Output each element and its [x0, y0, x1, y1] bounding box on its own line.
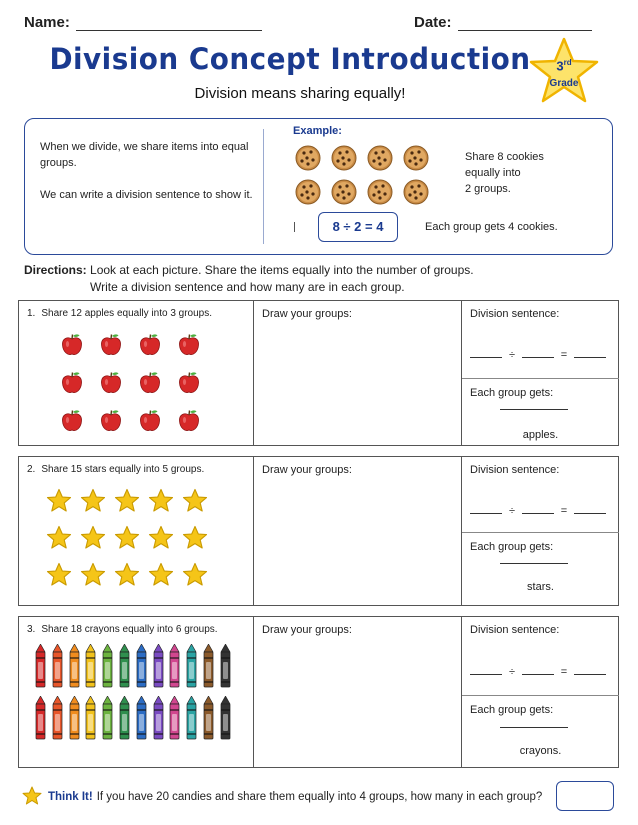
- each-group-label: Each group gets:: [470, 387, 554, 399]
- divide-sign: ÷: [508, 505, 516, 517]
- crayon-icon: [35, 644, 46, 688]
- star-icon: [148, 562, 174, 588]
- star-icon: [46, 488, 72, 514]
- each-group-label: Each group gets:: [470, 704, 554, 716]
- example-desc-line: Share 8 cookies: [465, 151, 544, 163]
- problem-3-items: [19, 617, 254, 767]
- apple-icon: [178, 409, 200, 433]
- think-it-answer-box[interactable]: [556, 781, 614, 811]
- directions-line-1: Look at each picture. Share the items equally into the number of groups.: [90, 263, 474, 277]
- crayon-icon: [220, 644, 231, 688]
- apple-icon: [178, 371, 200, 395]
- quotient-blank[interactable]: [574, 348, 606, 358]
- grade-word: Grade: [549, 78, 579, 89]
- problem-2-draw-area[interactable]: [254, 457, 462, 605]
- think-it-star-icon: [22, 786, 42, 806]
- cookie-icon: [295, 145, 321, 171]
- cookie-icon: [367, 179, 393, 205]
- cookie-grid: [295, 145, 435, 207]
- draw-groups-label: Draw your groups:: [262, 308, 352, 320]
- each-group-unit: stars.: [527, 581, 554, 593]
- crayon-icon: [85, 644, 96, 688]
- directions-line-2: Write a division sentence and how many are in each group.: [90, 280, 405, 294]
- division-sentence-label: Division sentence:: [470, 308, 560, 320]
- example-equation: 8 ÷ 2 = 4: [318, 212, 398, 242]
- problem-2-answers: [462, 457, 619, 605]
- crayon-icon: [35, 696, 46, 740]
- grade-badge: [528, 36, 600, 106]
- crayon-icon: [69, 696, 80, 740]
- cookie-icon: [331, 145, 357, 171]
- apple-icon: [139, 371, 161, 395]
- equals-sign: =: [560, 349, 568, 361]
- answer-divider: [462, 532, 619, 533]
- answer-divider: [462, 695, 619, 696]
- directions-label: Directions:: [24, 263, 87, 277]
- each-group-label: Each group gets:: [470, 541, 554, 553]
- date-field[interactable]: [414, 14, 592, 31]
- answer-divider: [462, 378, 619, 379]
- problem-1: [18, 300, 619, 446]
- star-icon: [182, 562, 208, 588]
- example-result: Each group gets 4 cookies.: [425, 221, 558, 233]
- crayon-icon: [220, 696, 231, 740]
- think-it-question: [48, 791, 542, 803]
- page-subtitle: Division means sharing equally!: [194, 85, 406, 102]
- problem-3-answers: [462, 617, 619, 767]
- crayon-icon: [203, 696, 214, 740]
- problem-1-draw-area[interactable]: [254, 301, 462, 445]
- star-icon: [80, 488, 106, 514]
- intro-box: [24, 118, 613, 255]
- dividend-blank[interactable]: [470, 665, 502, 675]
- star-icon: [114, 562, 140, 588]
- cookie-icon: [331, 179, 357, 205]
- apple-icon: [139, 409, 161, 433]
- intro-divider: [263, 129, 264, 244]
- each-group-unit: apples.: [522, 429, 559, 441]
- problem-1-answers: [462, 301, 619, 445]
- dividend-blank[interactable]: [470, 504, 502, 514]
- division-sentence-label: Division sentence:: [470, 624, 560, 636]
- equals-sign: =: [560, 505, 568, 517]
- star-icon: [46, 562, 72, 588]
- each-group-blank[interactable]: [500, 409, 568, 410]
- apple-icon: [100, 371, 122, 395]
- problem-3-prompt: 3. Share 18 crayons equally into 6 groups.: [27, 624, 218, 635]
- think-it-label: Think It!: [48, 791, 93, 803]
- apple-icon: [100, 333, 122, 357]
- divide-sign: ÷: [508, 349, 516, 361]
- example-label: Example:: [293, 125, 342, 137]
- problem-3: [18, 616, 619, 768]
- crayon-icon: [169, 696, 180, 740]
- division-sentence-blanks[interactable]: [470, 504, 606, 517]
- crayon-icon: [186, 644, 197, 688]
- problem-2-items: [19, 457, 254, 605]
- name-label: Name:: [24, 14, 70, 31]
- quotient-blank[interactable]: [574, 504, 606, 514]
- quotient-blank[interactable]: [574, 665, 606, 675]
- division-sentence-label: Division sentence:: [470, 464, 560, 476]
- draw-groups-label: Draw your groups:: [262, 624, 352, 636]
- page-title: Division Concept Introduction: [49, 42, 531, 76]
- star-icon: [182, 525, 208, 551]
- crayon-icon: [136, 696, 147, 740]
- star-icon: [46, 525, 72, 551]
- dividend-blank[interactable]: [470, 348, 502, 358]
- equals-sign: =: [560, 666, 568, 678]
- problem-1-prompt: 1. Share 12 apples equally into 3 groups.: [27, 308, 213, 319]
- crayon-icon: [203, 644, 214, 688]
- division-sentence-blanks[interactable]: [470, 348, 606, 361]
- apple-icon: [61, 333, 83, 357]
- crayon-icon: [136, 644, 147, 688]
- crayon-icon: [169, 644, 180, 688]
- apple-icon: [61, 371, 83, 395]
- crayon-icon: [153, 644, 164, 688]
- crayon-icon: [102, 644, 113, 688]
- crayon-icon: [153, 696, 164, 740]
- divide-sign: ÷: [508, 666, 516, 678]
- star-icon: [182, 488, 208, 514]
- example-desc-line: equally into: [465, 167, 521, 179]
- divisor-blank[interactable]: [522, 665, 554, 675]
- cookie-icon: [367, 145, 393, 171]
- example-description: [465, 149, 575, 197]
- intro-text: [40, 139, 255, 219]
- star-icon: [148, 488, 174, 514]
- problem-2: [18, 456, 619, 606]
- crayon-icon: [52, 644, 63, 688]
- example-tick-mark: [294, 222, 295, 232]
- crayon-icon: [119, 644, 130, 688]
- name-field[interactable]: [24, 14, 262, 31]
- crayon-icon: [69, 644, 80, 688]
- problem-1-items: [19, 301, 254, 445]
- cookie-icon: [403, 179, 429, 205]
- crayon-icon: [102, 696, 113, 740]
- divisor-blank[interactable]: [522, 504, 554, 514]
- apple-icon: [100, 409, 122, 433]
- crayon-icon: [119, 696, 130, 740]
- example-desc-line: 2 groups.: [465, 183, 511, 195]
- division-sentence-blanks[interactable]: [470, 665, 606, 678]
- each-group-unit: crayons.: [519, 745, 562, 757]
- apple-icon: [178, 333, 200, 357]
- think-it-text: If you have 20 candies and share them equally into 4 groups, how many in each group?: [96, 791, 543, 803]
- apple-icon: [139, 333, 161, 357]
- star-icon: [80, 525, 106, 551]
- star-icon: [148, 525, 174, 551]
- star-icon: [114, 488, 140, 514]
- star-icon: [80, 562, 106, 588]
- cookie-icon: [403, 145, 429, 171]
- crayon-icon: [52, 696, 63, 740]
- directions: [24, 262, 474, 296]
- each-group-blank[interactable]: [500, 563, 568, 564]
- cookie-icon: [295, 179, 321, 205]
- divisor-blank[interactable]: [522, 348, 554, 358]
- star-icon: [114, 525, 140, 551]
- apple-icon: [61, 409, 83, 433]
- intro-para-1: When we divide, we share items into equal groups.: [40, 141, 249, 169]
- draw-groups-label: Draw your groups:: [262, 464, 352, 476]
- problem-2-prompt: 2. Share 15 stars equally into 5 groups.: [27, 464, 205, 475]
- grade-number: 3rd: [556, 58, 572, 74]
- problem-3-draw-area[interactable]: [254, 617, 462, 767]
- crayon-icon: [85, 696, 96, 740]
- each-group-blank[interactable]: [500, 727, 568, 728]
- crayon-icon: [186, 696, 197, 740]
- date-blank[interactable]: [458, 15, 592, 31]
- name-blank[interactable]: [76, 15, 262, 31]
- date-label: Date:: [414, 14, 452, 31]
- intro-para-2: We can write a division sentence to show it.: [40, 189, 253, 201]
